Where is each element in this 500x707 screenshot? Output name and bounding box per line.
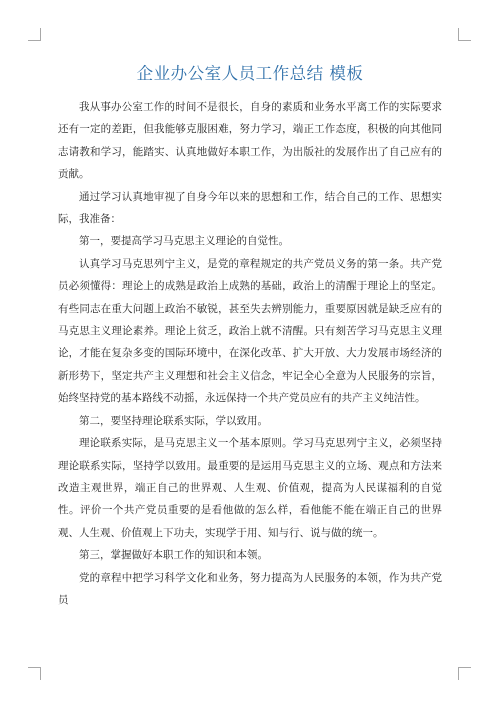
paragraph-reflection: 通过学习认真地审视了自身今年以来的思想和工作，结合自己的工作、思想实际，我准备： [58,190,442,226]
document-title: 企业办公室人员工作总结 模板 [136,64,364,83]
document-body [58,96,442,611]
crop-mark-top-left [28,28,41,41]
paragraph-intro: 我从事办公室工作的时间不是很长，自身的素质和业务水平离工作的实际要求还有一定的差距，但我能够克服困难，努力学习，端正工作态度，积极的向其他同志请教和学习，能踏实、认真地做好本职工作，为出版社的发展作出了自己应有的贡献。 [58,101,442,181]
paragraph-section-3: 党的章程中把学习科学文化和业务，努力提高为人民服务的本领，作为共产党员 [58,571,442,606]
section-heading-1: 第一，要提高学习马克思主义理论的自觉性。 [79,235,289,248]
paragraph-section-1: 认真学习马克思列宁主义，是党的章程规定的共产党员义务的第一条。共产党员必须懂得：理论上的成熟是政治上成熟的基础，政治上的清醒于理论上的坚定。有些同志在重大问题上政治不敏锐，甚至失去辨别能力，重要原因就是缺乏应有的马克思主义理论素养。理论上贫乏，政治上就不清醒。只有刻苦学习马克思主义理论，才能在复杂多变的国际环境中，在深化改革、扩大开放、大力发展市场经济的新形势下，坚定共产主义理想和社会主义信念，牢记全心全意为人民服务的宗旨，始终坚持党的基本路线不动摇，永远保持一个共产党员应有的共产主义纯洁性。 [58,257,442,405]
crop-mark-top-right [458,28,471,41]
crop-mark-bottom-right [458,667,471,680]
section-heading-3: 第三，掌握做好本职工作的知识和本领。 [79,549,268,562]
section-heading-2: 第二，要坚持理论联系实际，学以致用。 [79,414,268,427]
crop-mark-bottom-left [28,667,41,680]
paragraph-section-2: 理论联系实际，是马克思主义一个基本原则。学习马克思列宁主义，必须坚持理论联系实际，坚持学以致用。最重要的是运用马克思主义的立场、观点和方法来改造主观世界，端正自己的世界观、人生观、价值观，提高为人民谋福利的自觉性。评价一个共产党员重要的是看他做的怎么样，看他能不能在端正自己的世界观、人生观、价值观上下功夫，实现学于用、知与行、说与做的统一。 [58,437,442,539]
